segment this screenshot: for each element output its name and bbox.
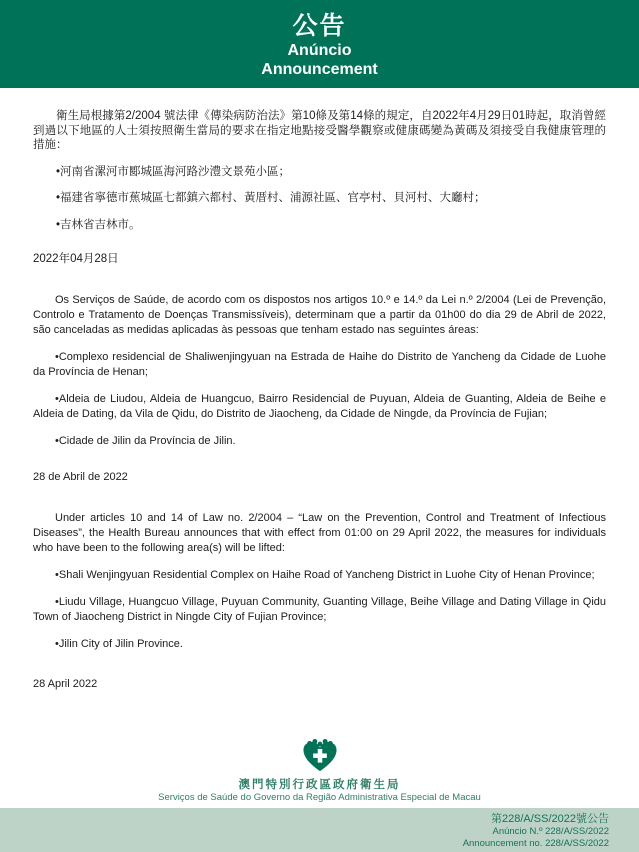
bullet-item: • Cidade de Jilin da Província de Jilin.: [33, 434, 606, 449]
paragraph-zh: 衛生局根據第2/2004 號法律《傳染病防治法》第10條及第14條的規定，自2022年4月29日01時起，取消曾經到過以下地區的人士須按照衛生當局的要求在指定地點接受醫學觀察或健康碼變為黃碼及須接受自我健康管理的措施：: [33, 110, 606, 151]
bullet-item: • Liudu Village, Huangcuo Village, Puyuan Community, Guanting Village, Beihe Village and Dating Village in Qidu Town of Jiaocheng District in Ningde City of Fujian Province;: [33, 595, 606, 625]
reference-footer-bar: [0, 808, 639, 852]
org-name-pt: Serviços de Saúde do Governo da Região Administrativa Especial de Macau: [158, 792, 481, 803]
page-title-en: Announcement: [261, 61, 378, 78]
health-bureau-logo-block: [0, 739, 639, 808]
reference-number-zh: 第228/A/SS/2022號公告: [490, 813, 609, 825]
bullet-item: • Shali Wenjingyuan Residential Complex on Haihe Road of Yancheng District in Luohe City of Henan Province;: [33, 568, 606, 583]
reference-number-pt: Anúncio N.º 228/A/SS/2022: [492, 826, 609, 837]
header-banner: [0, 0, 639, 88]
announcement-body: [0, 88, 639, 692]
bullet-list-en: [33, 568, 606, 652]
bullet-item: • Jilin City of Jilin Province.: [33, 637, 606, 652]
page-title-pt: Anúncio: [287, 42, 352, 59]
org-name-zh: 澳門特別行政區政府衛生局: [238, 779, 401, 791]
bullet-item: • 吉林省吉林市。: [33, 218, 606, 233]
paragraph-pt: Os Serviços de Saúde, de acordo com os dispostos nos artigos 10.º e 14.º da Lei n.º 2/2004 (Lei de Prevenção, Controlo e Tratamento de Doenças Transmissíveis), determinam que a partir da 01h00 do dia 29 de Abril de 2022, são canceladas as medidas aplicadas às pessoas que tenham estado nas seguintes áreas:: [33, 293, 606, 336]
whitespace-spacer: [0, 692, 639, 740]
bullet-list-zh: [33, 165, 606, 233]
bullet-item: • 河南省漯河市郾城區海河路沙澧文景苑小區；: [33, 165, 606, 180]
bullet-item: • Aldeia de Liudou, Aldeia de Huangcuo, Bairro Residencial de Puyuan, Aldeia de Guanting, Aldeia de Beihe e Aldeia de Dating, da Vila de Qidu, do Distrito de Jiaocheng, da Cidade de Ningde, da Província de Fujian;: [33, 392, 606, 422]
date-en: 28 April 2022: [33, 677, 98, 690]
bullet-item: • Complexo residencial de Shaliwenjingyuan na Estrada de Haihe do Distrito de Yancheng da Cidade de Luohe da Província de Henan;: [33, 350, 606, 380]
bullet-item: • 福建省寧德市蕉城區七都鎮六都村、黃厝村、浦源社區、官亭村、貝河村、大廳村；: [33, 191, 606, 206]
date-zh: 2022年04月28日: [33, 253, 119, 265]
date-pt: 28 de Abril de 2022: [33, 470, 128, 483]
page-title-zh: 公告: [292, 12, 347, 40]
reference-number-en: Announcement no. 228/A/SS/2022: [462, 837, 609, 849]
paragraph-en: Under articles 10 and 14 of Law no. 2/2004 – “Law on the Prevention, Control and Treatment of Infectious Diseases”, the Health Bureau announces that with effect from 01:00 on 29 April 2022, the measures for individuals who have been to the following area(s) will be lifted:: [33, 511, 606, 554]
health-bureau-heart-logo-icon: [301, 739, 339, 778]
bullet-list-pt: [33, 350, 606, 449]
